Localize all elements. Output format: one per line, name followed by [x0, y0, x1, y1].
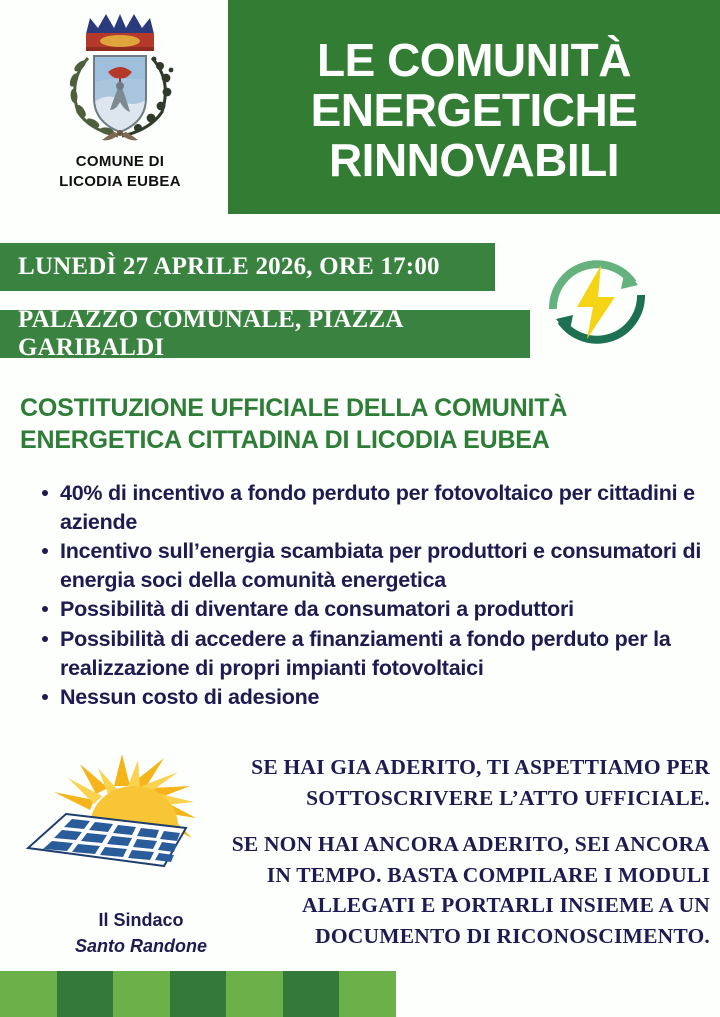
event-venue-bar: [0, 306, 530, 361]
call-to-action-text: [205, 752, 710, 951]
section-heading-line-1: COSTITUZIONE UFFICIALE DELLA COMUNITÀ: [20, 394, 568, 422]
event-date-label: LUNEDÌ 27 APRILE 2026, ORE 17:00: [18, 253, 440, 280]
signature-block: [36, 908, 246, 959]
list-item: Possibilità di diventare da consumatori a produttori: [38, 595, 710, 624]
list-item: Possibilità di accedere a finanziamenti a fondo perduto per la realizzazione di propri impianti fotovoltaici: [38, 625, 710, 682]
section-heading: [20, 392, 710, 456]
event-date-bar: [0, 243, 495, 291]
benefits-list: [38, 479, 710, 713]
municipality-name-line-2: LICODIA EUBEA: [59, 173, 181, 191]
footer-color-block: [226, 971, 283, 1017]
footer-color-bar: [0, 971, 396, 1017]
list-item: Incentivo sull’energia scambiata per produttori e consumatori di energia soci della comunità energetica: [38, 537, 710, 594]
footer-color-block: [113, 971, 170, 1017]
list-item: Nessun costo di adesione: [38, 683, 710, 712]
cta-p2-line-2: IN TEMPO. BASTA COMPILARE I MODULI: [266, 862, 710, 887]
municipality-name: [59, 152, 181, 193]
footer-color-block: [57, 971, 114, 1017]
cta-paragraph-1: [205, 752, 710, 813]
cta-p2-line-3: ALLEGATI E PORTARLI INSIEME A UN: [301, 893, 710, 918]
title-line-2: ENERGETICHE: [310, 84, 638, 137]
footer-color-block: [170, 971, 227, 1017]
footer-color-block: [339, 971, 396, 1017]
title-line-3: RINNOVABILI: [328, 133, 620, 186]
cta-p2-line-4: DOCUMENTO DI RICONOSCIMENTO.: [315, 923, 710, 948]
footer-color-block: [0, 971, 57, 1017]
footer-color-block: [283, 971, 340, 1017]
cta-paragraph-2: [205, 829, 710, 951]
renewable-energy-cycle-icon: [537, 243, 657, 361]
list-item: 40% di incentivo a fondo perduto per fotovoltaico per cittadini e aziende: [38, 479, 710, 536]
coat-of-arms-icon: [52, 6, 188, 146]
title-line-1: LE COMUNITÀ: [317, 34, 631, 87]
municipality-branding: [20, 6, 220, 206]
section-heading-line-2: ENERGETICA CITTADINA DI LICODIA EUBEA: [20, 426, 550, 454]
sun-and-solar-panel-icon: [14, 742, 224, 870]
signature-name: Santo Randone: [74, 935, 207, 956]
municipality-name-line-1: COMUNE DI: [75, 153, 165, 170]
event-venue-label: PALAZZO COMUNALE, PIAZZA GARIBALDI: [18, 306, 403, 361]
cta-p2-line-1: SE NON HAI ANCORA ADERITO, SEI ANCORA: [231, 832, 710, 857]
page-title: [228, 8, 720, 214]
signature-role: Il Sindaco: [98, 910, 184, 930]
cta-p1-line-2: SOTTOSCRIVERE L’ATTO UFFICIALE.: [306, 785, 710, 810]
cta-p1-line-1: SE HAI GIA ADERITO, TI ASPETTIAMO PER: [251, 755, 710, 779]
